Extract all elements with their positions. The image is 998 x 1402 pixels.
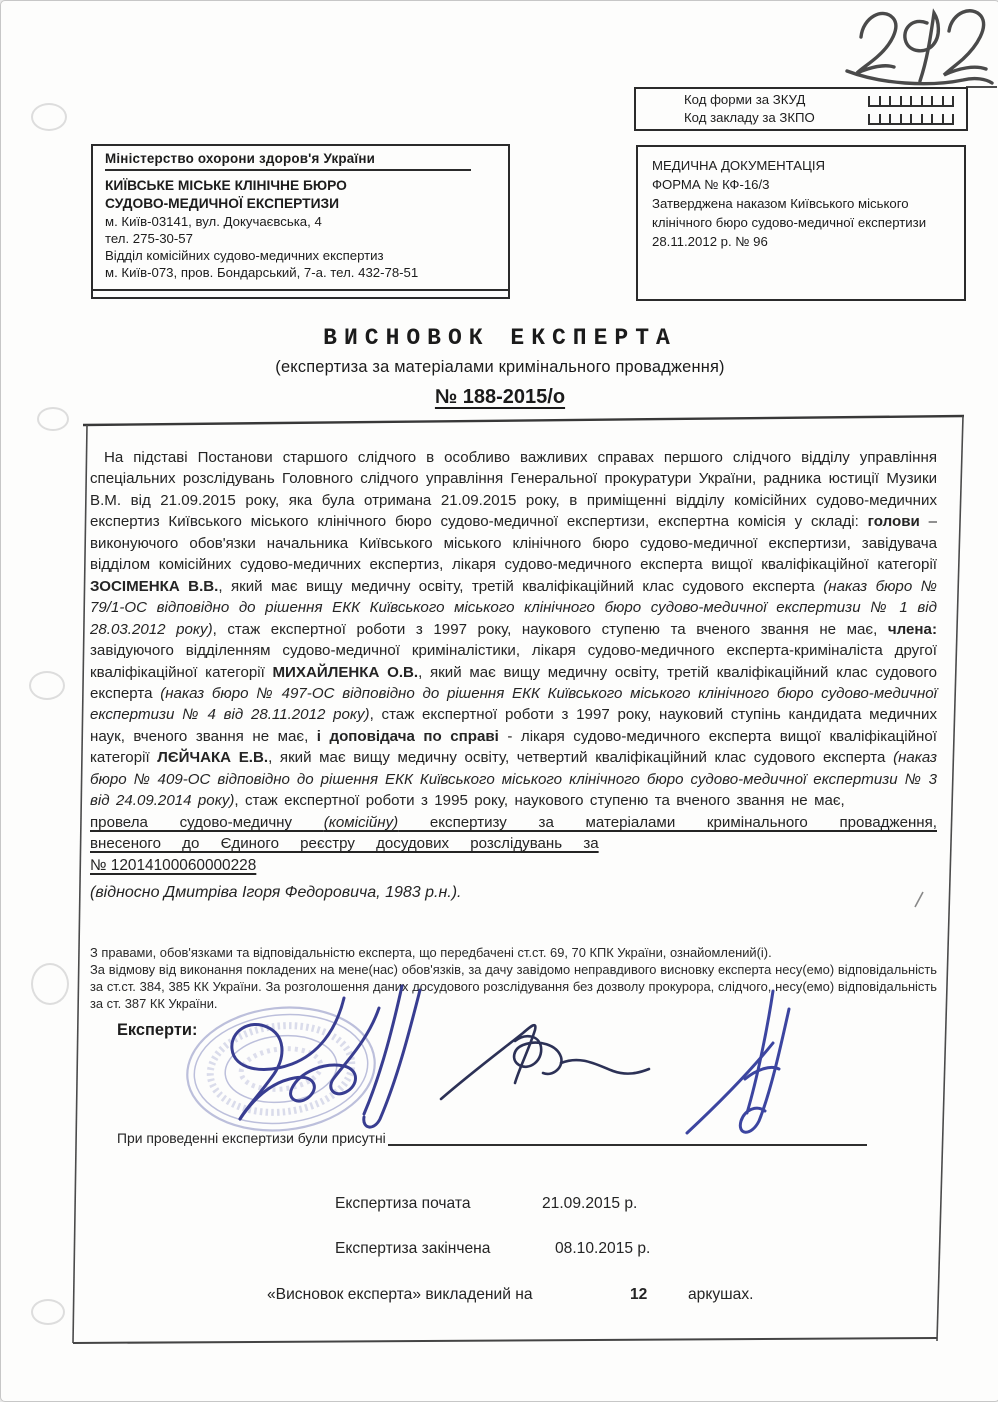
role-member: члена: [887, 620, 937, 638]
preamble-text: На підставі Постанови старшого слідчого в особливо важливих справах першого слідчого відділу управління спеціальних розслідувань Головного слідчого управління Генеральної прокуратури України, радника юстиції Музики В.М. від 21.09.2015 року, яка була отримана 21.09.2015 року, в приміщенні відділу комісійних судово-медичних експертиз Київського міського клінічного бюро судово-медичної експертизи, експертна комісія у складі: [90, 449, 937, 531]
conclusion-pages-suffix: аркушах. [688, 1286, 754, 1303]
preamble-paragraph: На підставі Постанови старшого слідчого в особливо важливих справах першого слідчого відділу управління спеціальних розслідувань Головного слідчого управління Генеральної прокуратури України, радника юстиції Музики В.М. від 21.09.2015 року, яка була отримана 21.09.2015 року, в приміщенні відділу комісійних судово-медичних експертиз Київського міського клінічного бюро судово-медичної експертизи, експертна комісія у складі: голови – виконуючого обов'язки начальника Київського міського клінічного бюро судово-медичної експертизи, завідувача відділом комісійних судово-медичних експертиз, лікаря судово-медичного експерта вищої кваліфікаційної категорії ЗОСІМЕНКА В.В., який має вищу медичну освіту, третій кваліфікаційний клас судового експерта (наказ бюро № 79/1-ОС відповідно до рішення ЕКК Київського міського клінічного бюро судово-медичної експертизи № 1 від 28.03.2012 року), стаж експертної роботи з 1997 року, наукового ступеню та вченого звання не має, члена: завідуючого відділенням судово-медичної криміналістики, лікаря судово-медичного експерта-криміналіста другої кваліфікаційної категорії МИХАЙЛЕНКА О.В., який має вищу медичну освіту, третій кваліфікаційний клас судового експерта (наказ бюро № 497-ОС відповідно до рішення ЕКК Київського міського клінічного бюро судово-медичної експертизи № 4 від 28.11.2012 року), стаж експертної роботи з 1997 року, науковий ступінь кандидата медичних наук, вченого звання не має, і доповідача по справі - лікаря судово-медичного експерта вищої кваліфікаційної категорії ЛЄЙЧАКА Е.В., який має вищу медичну освіту, четвертий кваліфікаційний клас судового експерта (наказ бюро № 409-ОС відповідно до рішення ЕКК Київського міського клінічного бюро судово-медичної експертизи № 3 від 24.09.2014 року), стаж експертної роботи з 1995 року, наукового ступеню та вченого звання не має, [90, 449, 937, 810]
scan-artifact-hole-1 [31, 103, 67, 131]
conclusion-pages-prefix: «Висновок експерта» викладений на [267, 1286, 533, 1303]
expertise-finished-date: 08.10.2015 р. [555, 1240, 651, 1257]
scan-artifact-hole-2 [37, 407, 69, 431]
expertise-started-label: Експертиза почата [335, 1195, 471, 1212]
conclusion-pages-count: 12 [630, 1286, 648, 1303]
code-zkud-label: Код форми за ЗКУД [684, 91, 806, 107]
doc-type: МЕДИЧНА ДОКУМЕНТАЦІЯ [652, 158, 826, 173]
main-text-flow [90, 447, 937, 904]
signature-expert-3 [669, 979, 814, 1144]
bureau-address: м. Київ-03141, вул. Докучаєвська, 4 [105, 213, 322, 229]
rights-line-1: З правами, обов'язками та відповідальністю експерта, що передбачені ст.ст. 69, 70 КПК України, ознайомлений(і). [90, 945, 772, 960]
department-address: м. Київ-073, пров. Бондарський, 7-а. тел. 432-78-51 [105, 265, 419, 281]
bureau-department: Відділ комісійних судово-медичних експертиз [105, 248, 384, 264]
ministry-name: Міністерство охорони здоров'я України [105, 151, 376, 166]
order-ref-1: (наказ бюро № 79/1-ОС відповідно до рішення ЕКК Київського міського клінічного бюро судово-медичної експертизи № 1 від 28.03.2012 року) [90, 577, 937, 638]
case-number: № 188-2015/о [434, 386, 566, 408]
present-persons-blank-line [388, 1129, 867, 1146]
registry-number: № 12014100060000228 [90, 857, 257, 875]
expert-name-mykhailenko: МИХАЙЛЕНКА О.В. [272, 663, 419, 681]
signature-expert-2 [431, 1011, 661, 1111]
document-subtitle: (експертиза за матеріалами кримінального провадження) [275, 358, 725, 376]
scan-artifact-hole-4 [31, 963, 69, 1005]
scan-artifact-hole-3 [29, 671, 65, 700]
doc-form-number: ФОРМА № КФ-16/3 [652, 177, 770, 192]
rights-line-2: За відмову від виконання покладених на мене(нас) обов'язків, за дачу завідомо неправдивого висновку експерта несу(емо) відповідальність за ст.ст. 384, 385 КК України. За розголошення даних досудового розслідування без дозволу прокурора, слідчого, несу(емо) відповідальність за ст. 387 КК України. [90, 961, 937, 1011]
present-persons-label: При проведенні експертизи були присутні [117, 1130, 386, 1146]
doc-approved-line2: клінічного бюро судово-медичної експертизи [652, 215, 927, 230]
doc-approved-line1: Затверджена наказом Київського міського [652, 196, 909, 211]
present-persons-row [117, 1129, 867, 1146]
signature-expert-1 [216, 976, 441, 1134]
order-ref-2: (наказ бюро № 497-ОС відповідно до рішення ЕКК Київського міського клінічного бюро судово-медичної експертизи № 4 від 28.11.2012 року) [90, 684, 937, 724]
scan-artifact-hole-5 [31, 1299, 65, 1325]
bureau-name-line1: КИЇВСЬКЕ МІСЬКЕ КЛІНІЧНЕ БЮРО [105, 178, 347, 193]
code-zkpo-label: Код закладу за ЗКПО [684, 110, 815, 125]
experts-label: Експерти: [117, 1021, 198, 1039]
bureau-phone: тел. 275-30-57 [105, 231, 193, 246]
expert-name-leichak: ЛЄЙЧАКА Е.В. [157, 749, 269, 767]
role-head: голови [867, 513, 920, 531]
expertise-finished-label: Експертиза закінчена [335, 1240, 491, 1257]
expertise-started-date: 21.09.2015 р. [542, 1195, 638, 1212]
role-rapporteur: і доповідача по справі [316, 727, 499, 745]
expert-name-zosimenko: ЗОСІМЕНКА В.В. [90, 577, 219, 595]
expertise-statement-underlined: провела судово-медичну (комісійну) експертизу за матеріалами кримінального провадження, внесеного до Єдиного реєстру досудових розслідувань за [90, 813, 937, 853]
document-title: ВИСНОВОК ЕКСПЕРТА [323, 325, 677, 351]
doc-approved-date: 28.11.2012 р. № 96 [652, 234, 768, 249]
bureau-name-line2: СУДОВО-МЕДИЧНОЇ ЕКСПЕРТИЗИ [105, 195, 340, 211]
order-ref-3: (наказ бюро № 409-ОС відповідно до рішення ЕКК Київського міського клінічного бюро судово-медичної експертизи № 3 від 24.09.2014 року) [90, 749, 937, 810]
subject-person-line: (відносно Дмитріва Ігоря Федоровича, 1983 р.н.). [90, 883, 462, 901]
